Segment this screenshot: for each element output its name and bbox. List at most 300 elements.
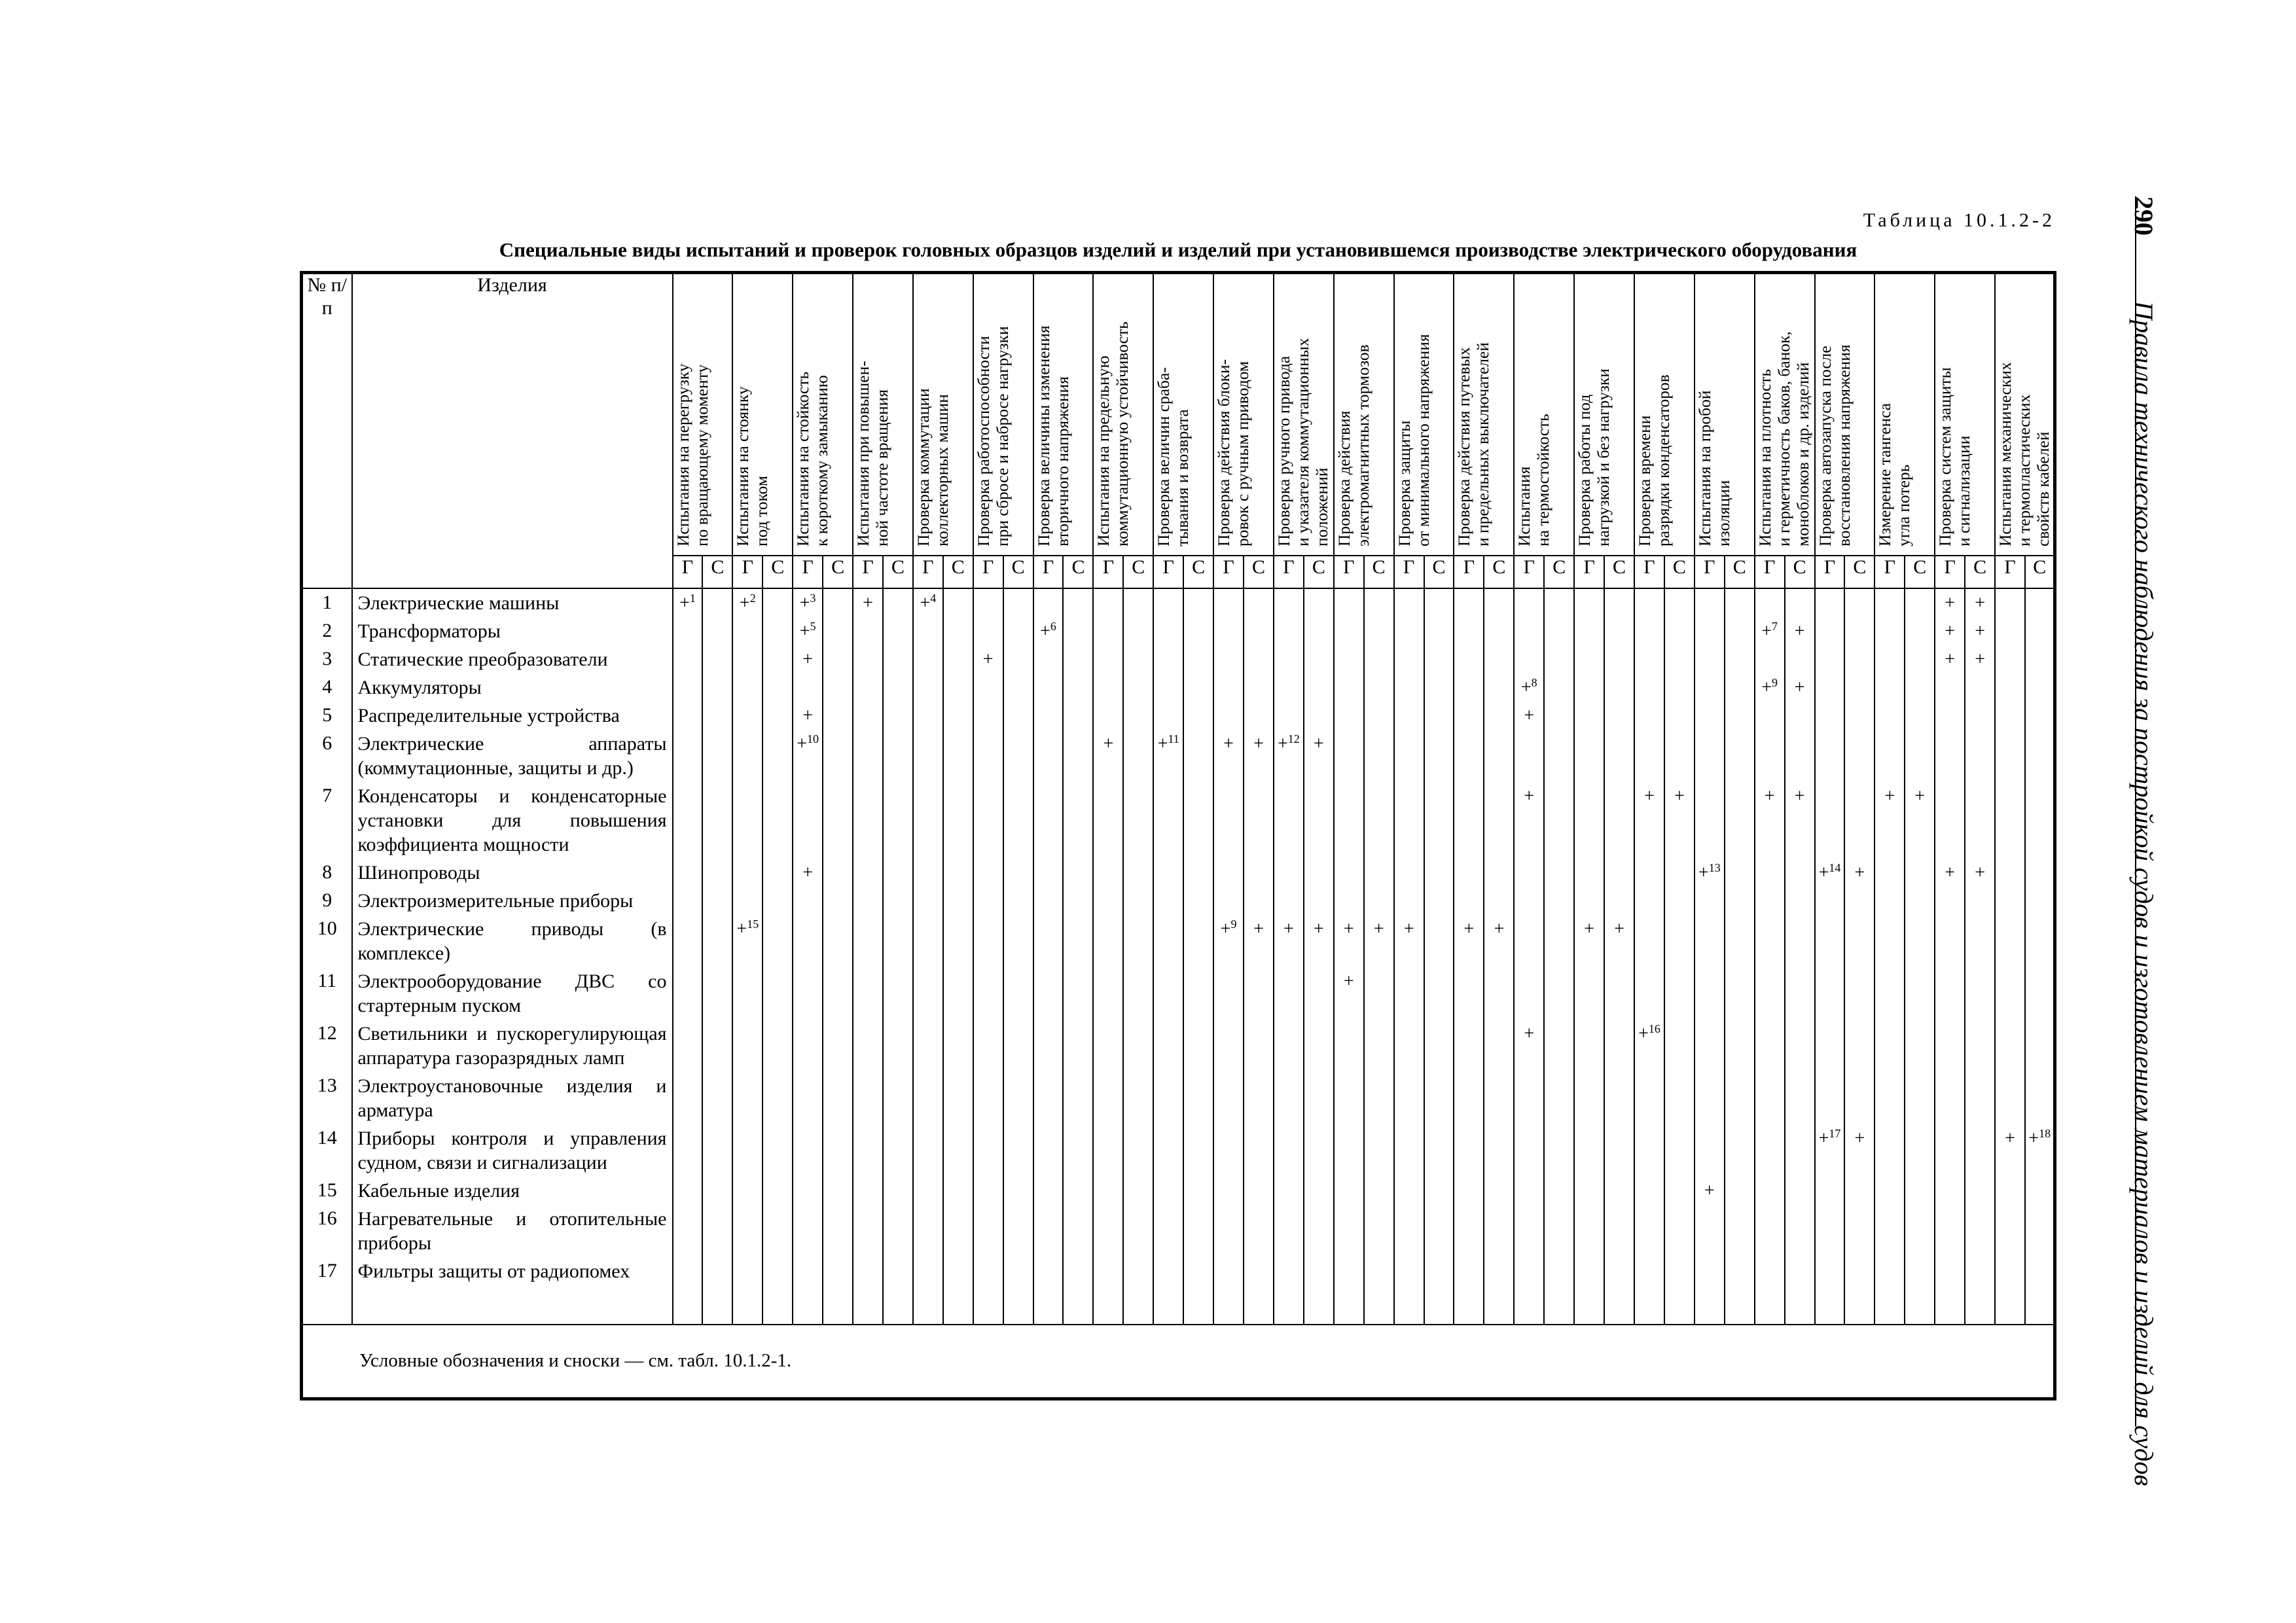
mark-cell — [853, 915, 883, 967]
mark-cell — [1514, 1257, 1544, 1285]
mark-cell — [913, 967, 943, 1020]
mark-cell — [1334, 730, 1364, 782]
test-column-label-line: Проверка работоспособности — [973, 336, 993, 546]
test-column-label-line: от минимального напряжения — [1413, 334, 1433, 546]
mark-cell — [762, 702, 793, 730]
test-column-label-line: при сбросе и набросе нагрузки — [992, 326, 1012, 546]
mark-cell — [1364, 645, 1394, 673]
mark-cell — [1033, 915, 1064, 967]
mark-cell — [1785, 730, 1815, 782]
mark-cell — [702, 1257, 732, 1285]
footnote-ref: 17 — [1829, 1126, 1841, 1140]
sub-header-g: Г — [1634, 556, 1664, 588]
mark-cell — [1334, 673, 1364, 702]
mark-cell — [732, 645, 762, 673]
mark-cell — [702, 1072, 732, 1124]
test-column-label-line: и предельных выключателей — [1473, 342, 1493, 546]
test-column-header — [853, 273, 913, 556]
mark-cell — [702, 645, 732, 673]
mark-cell — [823, 915, 853, 967]
test-column-label-line: Испытания на стоянку — [733, 386, 753, 546]
mark-cell — [1274, 673, 1304, 702]
plus-mark: + — [1223, 733, 1234, 754]
plus-mark: + — [1040, 620, 1050, 641]
test-column-label — [1094, 274, 1153, 546]
mark-cell — [1244, 730, 1274, 782]
mark-cell — [1063, 1205, 1093, 1257]
mark-cell — [732, 617, 762, 645]
mark-cell — [853, 645, 883, 673]
plus-mark: + — [1854, 862, 1865, 883]
test-column-label-line: и указателя коммутационных — [1293, 338, 1312, 546]
mark-cell — [1003, 730, 1033, 782]
test-column-label-line: Испытания на предельную — [1094, 355, 1113, 546]
test-column-label-line: Проверка действия — [1334, 410, 1354, 546]
mark-cell — [732, 588, 762, 617]
mark-cell — [673, 617, 703, 645]
mark-cell — [1304, 702, 1334, 730]
table-row — [302, 1177, 2055, 1205]
filler-cell — [1604, 1285, 1634, 1325]
sub-header-g: Г — [1394, 556, 1424, 588]
footnote-ref: 7 — [1772, 619, 1778, 633]
mark-cell — [943, 887, 973, 915]
mark-cell — [1063, 1124, 1093, 1177]
mark-cell — [1785, 782, 1815, 859]
mark-cell — [1183, 702, 1213, 730]
mark-cell — [1935, 859, 1965, 887]
mark-cell — [1574, 1072, 1604, 1124]
mark-cell — [853, 588, 883, 617]
plus-mark: + — [799, 620, 810, 641]
mark-cell — [1755, 673, 1785, 702]
mark-cell — [702, 1124, 732, 1177]
mark-cell — [823, 1257, 853, 1285]
mark-cell — [1334, 1072, 1364, 1124]
row-item-name: Нагревательные и отопительные приборы — [352, 1205, 673, 1257]
mark-cell — [1093, 915, 1123, 967]
plus-mark: + — [1614, 918, 1624, 939]
mark-cell — [1304, 859, 1334, 887]
mark-cell — [1785, 617, 1815, 645]
mark-cell — [673, 859, 703, 887]
mark-cell — [1544, 702, 1574, 730]
mark-cell — [1844, 1177, 1874, 1205]
mark-cell — [1965, 1072, 1995, 1124]
footnote-ref: 6 — [1050, 619, 1056, 633]
mark-cell — [1634, 782, 1664, 859]
mark-cell — [883, 730, 913, 782]
mark-cell — [1815, 859, 1845, 887]
mark-cell — [1905, 1205, 1935, 1257]
plus-mark: + — [1884, 785, 1895, 806]
mark-cell — [1244, 887, 1274, 915]
mark-cell — [1544, 915, 1574, 967]
mark-cell — [1514, 1205, 1544, 1257]
mark-cell — [1123, 1257, 1153, 1285]
mark-cell — [1213, 1020, 1244, 1072]
mark-cell — [1514, 859, 1544, 887]
mark-cell — [1995, 702, 2025, 730]
mark-cell — [1514, 1020, 1544, 1072]
mark-cell — [673, 915, 703, 967]
mark-cell — [853, 782, 883, 859]
mark-cell — [1874, 915, 1905, 967]
mark-cell — [793, 673, 823, 702]
test-column-header — [913, 273, 973, 556]
mark-cell — [1634, 887, 1664, 915]
sub-header-s: С — [1785, 556, 1815, 588]
test-column-label-line: Проверка величины изменения — [1033, 325, 1053, 546]
sub-header-s: С — [1965, 556, 1995, 588]
mark-cell — [1003, 967, 1033, 1020]
mark-cell — [1093, 1020, 1123, 1072]
mark-cell — [1634, 1020, 1664, 1072]
test-column-label-line: ровок с ручным приводом — [1233, 361, 1253, 546]
test-column-label-line: Измерение тангенса — [1875, 402, 1895, 546]
mark-cell — [1785, 887, 1815, 915]
test-column-label-line: вторичного напряжения — [1052, 376, 1072, 546]
mark-cell — [2025, 1124, 2055, 1177]
mark-cell — [2025, 673, 2055, 702]
mark-cell — [1364, 915, 1394, 967]
mark-cell — [1304, 1072, 1334, 1124]
mark-cell — [1213, 915, 1244, 967]
plus-mark: + — [1794, 677, 1805, 698]
mark-cell — [1063, 782, 1093, 859]
mark-cell — [1785, 1257, 1815, 1285]
mark-cell — [1874, 1177, 1905, 1205]
mark-cell — [823, 1205, 853, 1257]
mark-cell — [853, 1177, 883, 1205]
mark-cell — [943, 588, 973, 617]
plus-mark: + — [1463, 918, 1475, 939]
mark-cell — [1484, 702, 1514, 730]
plus-mark: + — [1584, 918, 1595, 939]
mark-cell — [702, 617, 732, 645]
mark-cell — [1304, 645, 1334, 673]
mark-cell — [1484, 673, 1514, 702]
row-number: 9 — [302, 887, 352, 915]
test-column-label-line: разрядки конденсаторов — [1654, 374, 1673, 546]
mark-cell — [1183, 673, 1213, 702]
mark-cell — [1844, 1205, 1874, 1257]
mark-cell — [1664, 1072, 1695, 1124]
mark-cell — [1454, 702, 1484, 730]
mark-cell — [1755, 1072, 1785, 1124]
filler-cell — [352, 1285, 673, 1325]
test-column-label-line: Испытания на перегрузку — [673, 363, 692, 546]
mark-cell — [823, 617, 853, 645]
mark-cell — [1003, 588, 1033, 617]
mark-cell — [1033, 782, 1064, 859]
mark-cell — [1213, 588, 1244, 617]
mark-cell — [943, 645, 973, 673]
filler-cell — [1394, 1285, 1424, 1325]
mark-cell — [1244, 1072, 1274, 1124]
mark-cell — [1935, 887, 1965, 915]
mark-cell — [702, 915, 732, 967]
mark-cell — [2025, 967, 2055, 1020]
mark-cell — [673, 1020, 703, 1072]
table-row — [302, 673, 2055, 702]
mark-cell — [1033, 617, 1064, 645]
filler-cell — [1153, 1285, 1183, 1325]
mark-cell — [1424, 702, 1454, 730]
table-row — [302, 645, 2055, 673]
mark-cell — [1063, 1020, 1093, 1072]
mark-cell — [1935, 1072, 1965, 1124]
mark-cell — [1063, 645, 1093, 673]
mark-cell — [1394, 645, 1424, 673]
plus-mark: + — [982, 649, 994, 669]
mark-cell — [973, 782, 1003, 859]
mark-cell — [1935, 967, 1965, 1020]
mark-cell — [1815, 887, 1845, 915]
footnote-ref: 1 — [689, 591, 696, 605]
mark-cell — [1695, 1072, 1725, 1124]
test-column-label-line: на термостойкость — [1534, 414, 1553, 546]
mark-cell — [1153, 967, 1183, 1020]
footnote-ref: 3 — [810, 591, 816, 605]
mark-cell — [1063, 730, 1093, 782]
mark-cell — [732, 1020, 762, 1072]
mark-cell — [1123, 782, 1153, 859]
mark-cell — [793, 915, 823, 967]
mark-cell — [823, 730, 853, 782]
mark-cell — [732, 1177, 762, 1205]
column-header-item: Изделия — [352, 273, 673, 588]
mark-cell — [943, 859, 973, 887]
mark-cell — [1003, 1205, 1033, 1257]
mark-cell — [1785, 859, 1815, 887]
mark-cell — [913, 1257, 943, 1285]
mark-cell — [1183, 967, 1213, 1020]
mark-cell — [1544, 1072, 1574, 1124]
mark-cell — [1935, 1020, 1965, 1072]
filler-cell — [673, 1285, 703, 1325]
page-sidebar — [2104, 196, 2163, 1486]
mark-cell — [1364, 887, 1394, 915]
mark-cell — [1965, 588, 1995, 617]
table-row — [302, 1205, 2055, 1257]
filler-cell — [1725, 1285, 1755, 1325]
mark-cell — [1574, 782, 1604, 859]
mark-cell — [1003, 1020, 1033, 1072]
mark-cell — [1304, 617, 1334, 645]
mark-cell — [793, 1020, 823, 1072]
test-column-header — [1695, 273, 1755, 556]
filler-cell — [1454, 1285, 1484, 1325]
mark-cell — [1574, 1124, 1604, 1177]
mark-cell — [1153, 1072, 1183, 1124]
mark-cell — [1634, 645, 1664, 673]
mark-cell — [1003, 915, 1033, 967]
mark-cell — [1755, 730, 1785, 782]
test-column-label-line: нагрузкой и без нагрузки — [1594, 368, 1613, 546]
mark-cell — [1755, 915, 1785, 967]
mark-cell — [1755, 1020, 1785, 1072]
mark-cell — [1334, 915, 1364, 967]
test-column-label — [914, 274, 973, 546]
row-item-name: Светильники и пускорегулирующая аппаратура газоразрядных ламп — [352, 1020, 673, 1072]
mark-cell — [1514, 782, 1544, 859]
plus-mark: + — [1818, 862, 1829, 883]
mark-cell — [1844, 588, 1874, 617]
mark-cell — [1574, 645, 1604, 673]
plus-mark: + — [1520, 677, 1532, 698]
row-item-name: Электрооборудование ДВС со стартерным пуском — [352, 967, 673, 1020]
test-column-label-line: коллекторных машин — [932, 394, 952, 546]
mark-cell — [1274, 1177, 1304, 1205]
mark-cell — [1695, 1124, 1725, 1177]
mark-cell — [973, 1020, 1003, 1072]
mark-cell — [1304, 915, 1334, 967]
mark-cell — [1725, 1177, 1755, 1205]
test-column-label-line: Проверка действия путевых — [1454, 347, 1474, 546]
mark-cell — [1874, 967, 1905, 1020]
mark-cell — [1033, 1257, 1064, 1285]
mark-cell — [702, 1177, 732, 1205]
test-column-label-line: Испытания — [1515, 466, 1534, 546]
mark-cell — [1484, 588, 1514, 617]
mark-cell — [1695, 915, 1725, 967]
mark-cell — [1274, 782, 1304, 859]
mark-cell — [1664, 645, 1695, 673]
sub-header-g: Г — [732, 556, 762, 588]
mark-cell — [673, 1124, 703, 1177]
plus-mark: + — [1253, 733, 1264, 754]
footnote-ref: 10 — [807, 732, 819, 745]
row-item-name: Электрические приводы (в комплексе) — [352, 915, 673, 967]
mark-cell — [1664, 782, 1695, 859]
mark-cell — [1874, 859, 1905, 887]
sub-header-g: Г — [1334, 556, 1364, 588]
sub-header-g: Г — [1755, 556, 1785, 588]
mark-cell — [1033, 967, 1064, 1020]
mark-cell — [1454, 782, 1484, 859]
row-item-name: Аккумуляторы — [352, 673, 673, 702]
mark-cell — [1213, 1072, 1244, 1124]
mark-cell — [943, 1072, 973, 1124]
mark-cell — [793, 1257, 823, 1285]
row-number: 11 — [302, 967, 352, 1020]
mark-cell — [883, 859, 913, 887]
mark-cell — [793, 702, 823, 730]
mark-cell — [973, 859, 1003, 887]
mark-cell — [673, 645, 703, 673]
mark-cell — [1334, 782, 1364, 859]
mark-cell — [762, 645, 793, 673]
mark-cell — [1604, 1124, 1634, 1177]
sub-header-s: С — [823, 556, 853, 588]
mark-cell — [1063, 967, 1093, 1020]
mark-cell — [1755, 967, 1785, 1020]
filler-cell — [823, 1285, 853, 1325]
filler-cell — [1364, 1285, 1394, 1325]
plus-mark: + — [2005, 1128, 2015, 1149]
mark-cell — [1063, 915, 1093, 967]
mark-cell — [1725, 1124, 1755, 1177]
mark-cell — [1183, 1072, 1213, 1124]
plus-mark: + — [1638, 1023, 1649, 1044]
mark-cell — [1604, 673, 1634, 702]
mark-cell — [732, 887, 762, 915]
mark-cell — [1604, 617, 1634, 645]
mark-cell — [1695, 588, 1725, 617]
mark-cell — [1544, 730, 1574, 782]
mark-cell — [1123, 1177, 1153, 1205]
mark-cell — [673, 730, 703, 782]
mark-cell — [673, 1205, 703, 1257]
test-column-label — [853, 274, 912, 546]
test-column-label-line: Проверка коммутации — [913, 388, 933, 546]
mark-cell — [1544, 859, 1574, 887]
mark-cell — [1905, 1124, 1935, 1177]
mark-cell — [1785, 702, 1815, 730]
footnote-ref: 14 — [1829, 861, 1841, 874]
mark-cell — [1484, 1020, 1514, 1072]
mark-cell — [1815, 967, 1845, 1020]
test-column-label — [1755, 274, 1814, 546]
mark-cell — [1725, 1072, 1755, 1124]
filler-cell — [1484, 1285, 1514, 1325]
test-column-label — [1395, 274, 1454, 546]
mark-cell — [1003, 887, 1033, 915]
mark-cell — [2025, 1072, 2055, 1124]
mark-cell — [2025, 730, 2055, 782]
mark-cell — [1183, 617, 1213, 645]
mark-cell — [1785, 1124, 1815, 1177]
mark-cell — [1153, 859, 1183, 887]
mark-cell — [883, 588, 913, 617]
mark-cell — [2025, 645, 2055, 673]
mark-cell — [973, 887, 1003, 915]
plus-mark: + — [1313, 918, 1324, 939]
mark-cell — [1063, 887, 1093, 915]
mark-cell — [1664, 859, 1695, 887]
mark-cell — [1394, 1205, 1424, 1257]
test-column-label — [1635, 274, 1694, 546]
mark-cell — [823, 702, 853, 730]
mark-cell — [1725, 782, 1755, 859]
table-row — [302, 1020, 2055, 1072]
table-row — [302, 859, 2055, 887]
mark-cell — [732, 1124, 762, 1177]
mark-cell — [1394, 782, 1424, 859]
mark-cell — [793, 588, 823, 617]
test-column-label — [793, 274, 852, 546]
mark-cell — [1093, 887, 1123, 915]
test-column-label — [1996, 274, 2054, 546]
mark-cell — [1424, 859, 1454, 887]
mark-cell — [793, 1205, 823, 1257]
mark-cell — [1153, 730, 1183, 782]
mark-cell — [1574, 887, 1604, 915]
test-column-header — [732, 273, 793, 556]
mark-cell — [1334, 1020, 1364, 1072]
mark-cell — [883, 1072, 913, 1124]
mark-cell — [1544, 673, 1574, 702]
test-column-label — [1274, 274, 1333, 546]
mark-cell — [1063, 859, 1093, 887]
column-header-number: № п/п — [302, 273, 352, 588]
mark-cell — [1454, 859, 1484, 887]
mark-cell — [1304, 782, 1334, 859]
mark-cell — [1874, 730, 1905, 782]
row-item-name: Электрические машины — [352, 588, 673, 617]
row-number: 14 — [302, 1124, 352, 1177]
